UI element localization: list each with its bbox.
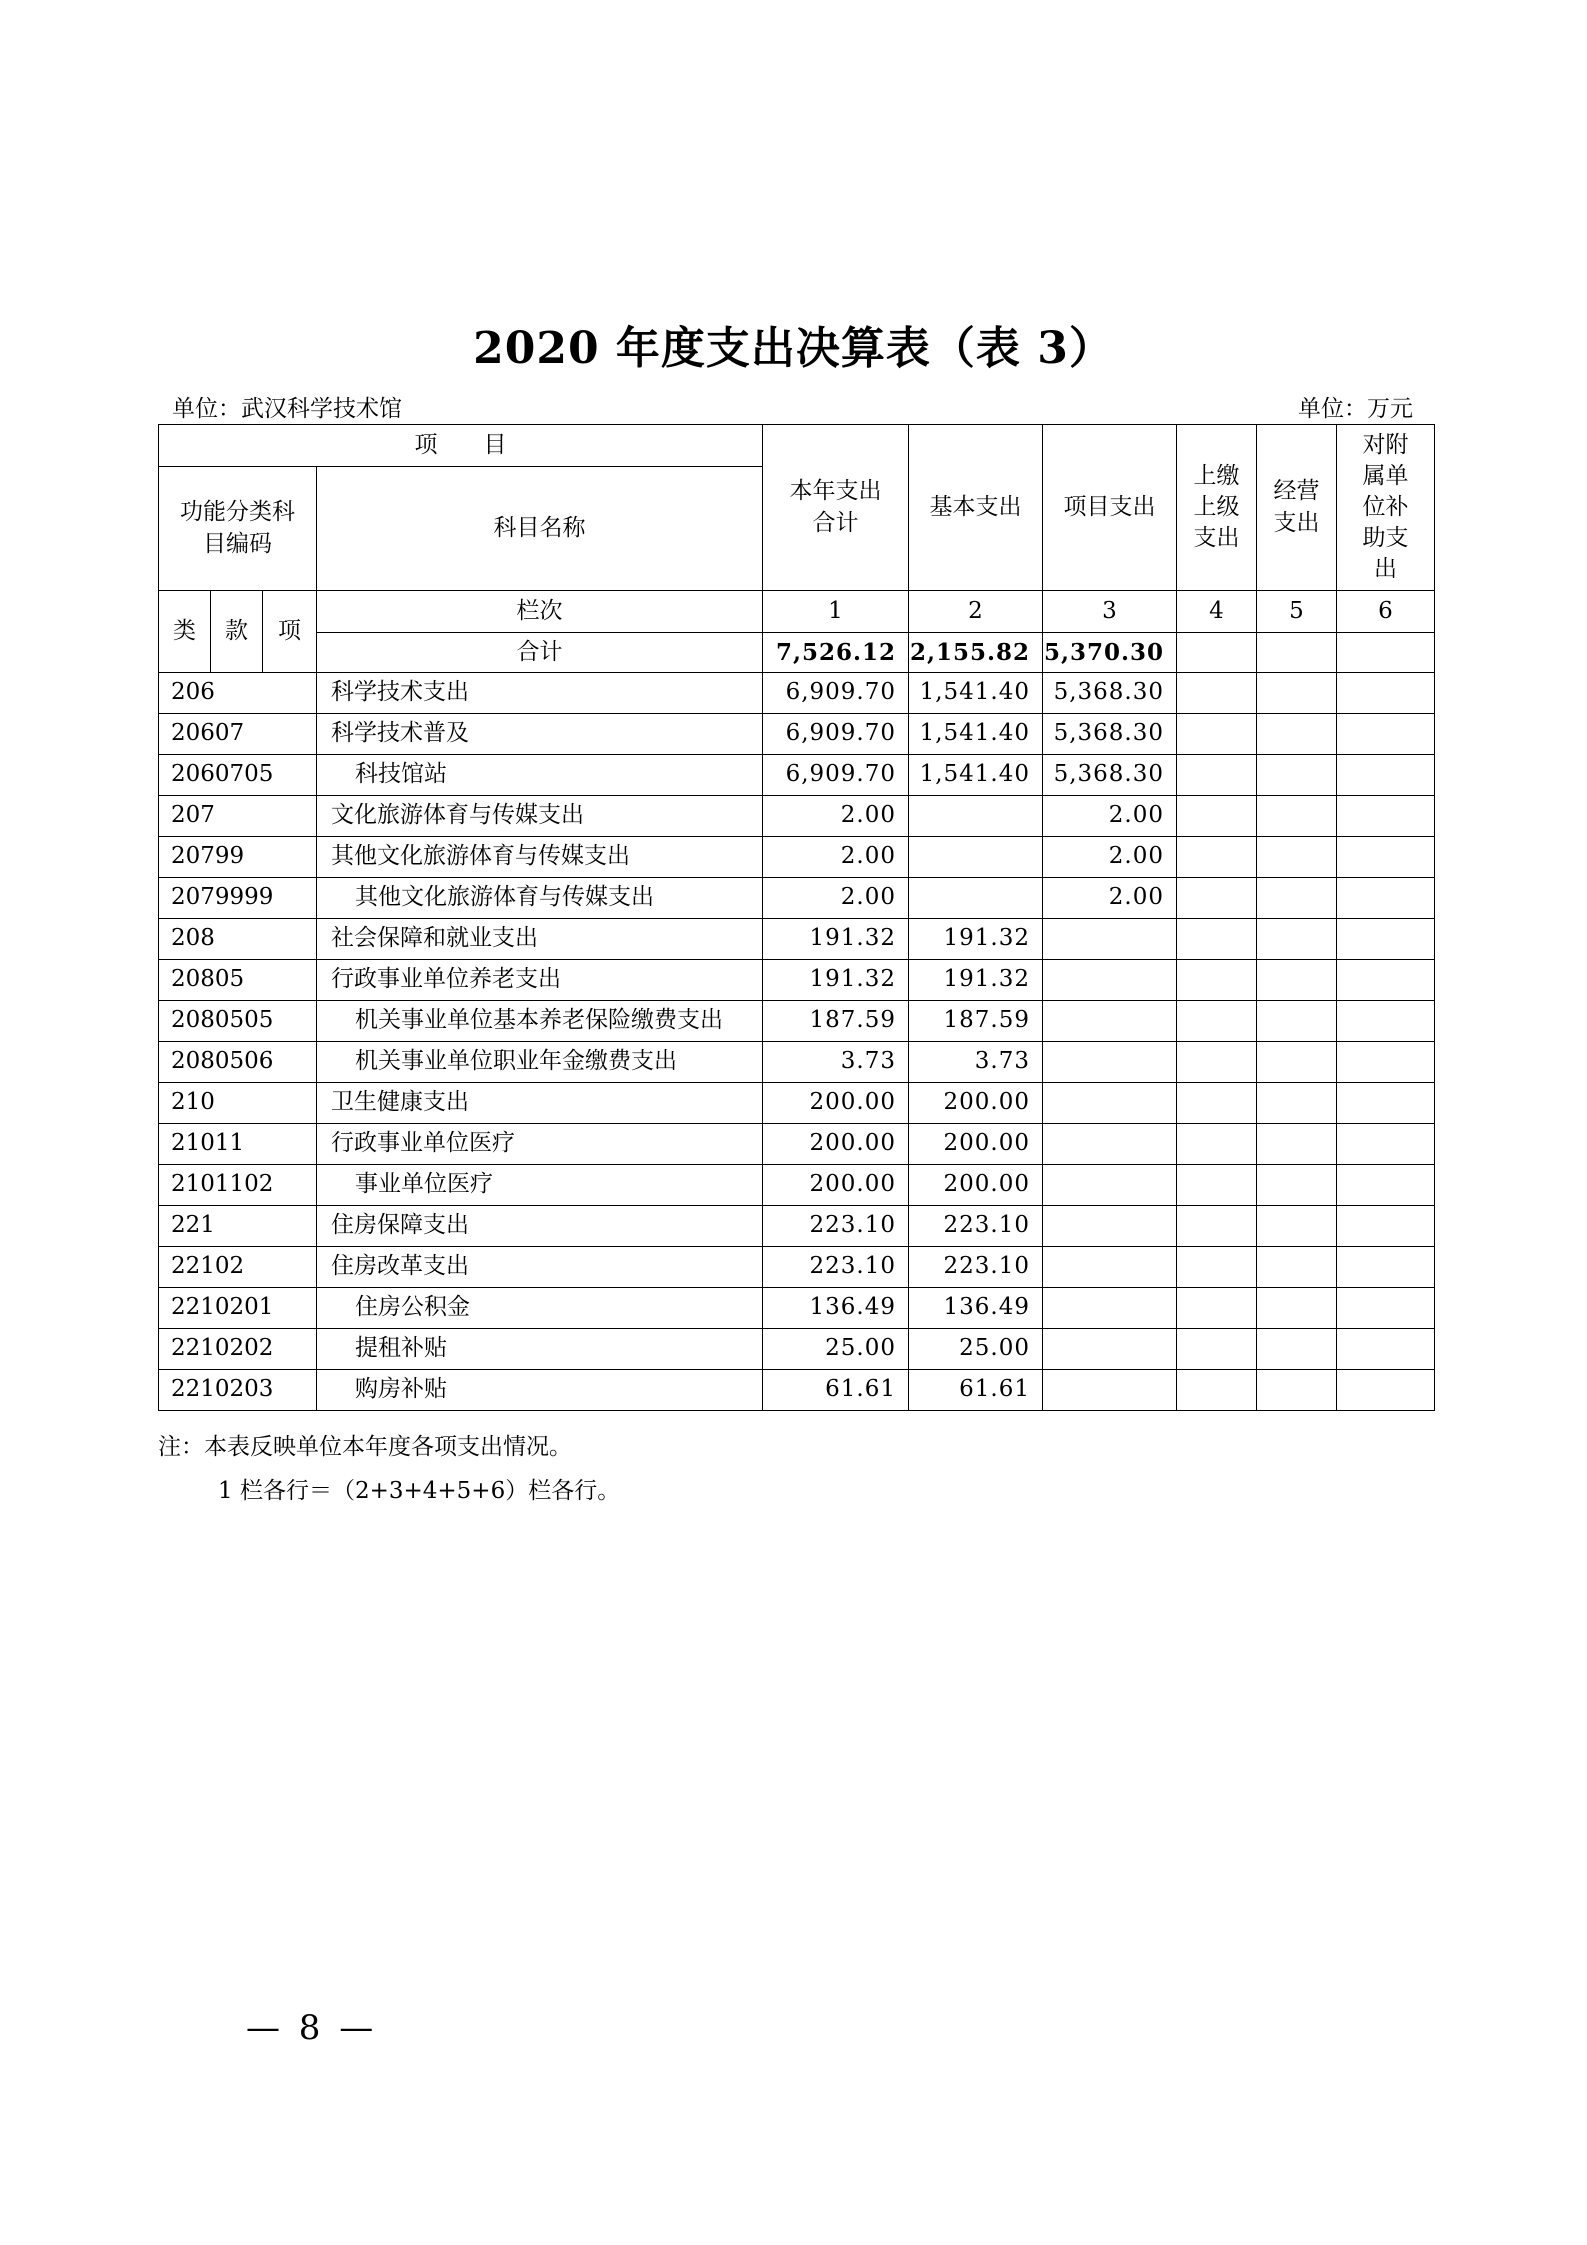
col-number-1: 1 (763, 591, 909, 633)
unit-currency: 单位：万元 (1298, 396, 1413, 422)
row-c2: 136.49 (909, 1288, 1043, 1329)
row-c3 (1043, 1288, 1177, 1329)
total-c6 (1337, 633, 1435, 673)
row-c6 (1337, 714, 1435, 755)
row-c5 (1257, 755, 1337, 796)
row-c5 (1257, 796, 1337, 837)
header-lei: 类 (159, 591, 211, 673)
expenditure-table (158, 424, 1435, 1411)
row-c4 (1177, 878, 1257, 919)
header-func-code-label: 功能分类科目编码 (180, 499, 295, 557)
header-col3: 项目支出 (1043, 425, 1177, 591)
row-name: 科学技术普及 (317, 714, 763, 755)
row-c6 (1337, 1288, 1435, 1329)
row-code: 2210203 (159, 1370, 317, 1411)
table-row (159, 1001, 1435, 1042)
table-row (159, 1124, 1435, 1165)
row-c6 (1337, 837, 1435, 878)
row-c6 (1337, 1042, 1435, 1083)
row-c5 (1257, 837, 1337, 878)
row-c2: 187.59 (909, 1001, 1043, 1042)
row-c3: 2.00 (1043, 837, 1177, 878)
row-c4 (1177, 1288, 1257, 1329)
row-c2 (909, 796, 1043, 837)
table-row (159, 1042, 1435, 1083)
row-c3: 5,368.30 (1043, 755, 1177, 796)
row-name: 购房补贴 (317, 1370, 763, 1411)
row-c4 (1177, 1001, 1257, 1042)
total-c5 (1257, 633, 1337, 673)
row-c5 (1257, 1124, 1337, 1165)
row-c5 (1257, 919, 1337, 960)
header-row-lanci (159, 591, 1435, 633)
row-name: 行政事业单位医疗 (317, 1124, 763, 1165)
row-c3: 5,368.30 (1043, 714, 1177, 755)
header-subject-name: 科目名称 (317, 467, 763, 591)
row-name: 行政事业单位养老支出 (317, 960, 763, 1001)
row-c3 (1043, 960, 1177, 1001)
header-lanci: 栏次 (317, 591, 763, 633)
row-c1: 187.59 (763, 1001, 909, 1042)
row-c6 (1337, 1329, 1435, 1370)
row-c3 (1043, 1042, 1177, 1083)
col-number-4: 4 (1177, 591, 1257, 633)
row-name: 住房保障支出 (317, 1206, 763, 1247)
row-name: 住房改革支出 (317, 1247, 763, 1288)
header-col5 (1257, 425, 1337, 591)
row-c1: 200.00 (763, 1165, 909, 1206)
page-title: 2020 年度支出决算表（表 3） (473, 323, 1114, 374)
row-c6 (1337, 1247, 1435, 1288)
table-row (159, 919, 1435, 960)
row-c4 (1177, 837, 1257, 878)
row-code: 206 (159, 673, 317, 714)
row-c6 (1337, 1001, 1435, 1042)
row-name: 科学技术支出 (317, 673, 763, 714)
row-c1: 2.00 (763, 796, 909, 837)
row-c2: 200.00 (909, 1083, 1043, 1124)
row-c5 (1257, 714, 1337, 755)
row-c6 (1337, 673, 1435, 714)
row-c2: 1,541.40 (909, 755, 1043, 796)
row-c5 (1257, 1083, 1337, 1124)
table-row (159, 1288, 1435, 1329)
row-c3 (1043, 1165, 1177, 1206)
row-c1: 200.00 (763, 1083, 909, 1124)
page-number: — 8 — (246, 2008, 378, 2048)
header-project: 项 目 (159, 425, 763, 467)
row-c3 (1043, 1247, 1177, 1288)
row-c6 (1337, 960, 1435, 1001)
table-row (159, 1370, 1435, 1411)
row-c6 (1337, 1165, 1435, 1206)
table-row (159, 1165, 1435, 1206)
row-c2: 191.32 (909, 960, 1043, 1001)
table-row (159, 714, 1435, 755)
row-c5 (1257, 673, 1337, 714)
row-c5 (1257, 1370, 1337, 1411)
row-c6 (1337, 796, 1435, 837)
row-c4 (1177, 1247, 1257, 1288)
row-c4 (1177, 1206, 1257, 1247)
col-number-6: 6 (1337, 591, 1435, 633)
row-c4 (1177, 1124, 1257, 1165)
header-col1-label: 本年支出合计 (789, 478, 882, 536)
row-c5 (1257, 1206, 1337, 1247)
row-c1: 200.00 (763, 1124, 909, 1165)
row-c5 (1257, 1042, 1337, 1083)
row-c3 (1043, 1124, 1177, 1165)
header-kuan: 款 (211, 591, 263, 673)
row-c4 (1177, 755, 1257, 796)
row-c1: 191.32 (763, 919, 909, 960)
row-c3 (1043, 1370, 1177, 1411)
total-c2: 2,155.82 (909, 633, 1043, 673)
row-c1: 2.00 (763, 837, 909, 878)
table-row (159, 755, 1435, 796)
row-c6 (1337, 1370, 1435, 1411)
row-c4 (1177, 1042, 1257, 1083)
row-name: 卫生健康支出 (317, 1083, 763, 1124)
row-c6 (1337, 878, 1435, 919)
row-c1: 3.73 (763, 1042, 909, 1083)
row-c2: 1,541.40 (909, 673, 1043, 714)
note-1: 注：本表反映单位本年度各项支出情况。 (158, 1434, 572, 1460)
header-col5-label: 经营支出 (1273, 478, 1320, 536)
row-c5 (1257, 1165, 1337, 1206)
table-row (159, 673, 1435, 714)
header-col6-label: 对附属单位补助支出 (1362, 431, 1409, 583)
table-row (159, 1083, 1435, 1124)
row-code: 2080506 (159, 1042, 317, 1083)
col-number-2: 2 (909, 591, 1043, 633)
row-c3 (1043, 1083, 1177, 1124)
row-name: 其他文化旅游体育与传媒支出 (317, 878, 763, 919)
row-c6 (1337, 919, 1435, 960)
row-c1: 6,909.70 (763, 673, 909, 714)
row-c5 (1257, 1247, 1337, 1288)
row-c4 (1177, 796, 1257, 837)
row-c2 (909, 878, 1043, 919)
row-name: 事业单位医疗 (317, 1165, 763, 1206)
total-c4 (1177, 633, 1257, 673)
row-c3: 2.00 (1043, 878, 1177, 919)
row-name: 社会保障和就业支出 (317, 919, 763, 960)
row-c1: 6,909.70 (763, 755, 909, 796)
row-c4 (1177, 1165, 1257, 1206)
row-code: 2060705 (159, 755, 317, 796)
row-name: 住房公积金 (317, 1288, 763, 1329)
row-c2: 25.00 (909, 1329, 1043, 1370)
row-c2: 223.10 (909, 1247, 1043, 1288)
header-col6 (1337, 425, 1435, 591)
row-code: 2210201 (159, 1288, 317, 1329)
row-c3 (1043, 919, 1177, 960)
row-name: 科技馆站 (317, 755, 763, 796)
header-func-code (159, 467, 317, 591)
row-c6 (1337, 1083, 1435, 1124)
header-col4-label: 上缴上级支出 (1193, 462, 1240, 552)
row-c4 (1177, 919, 1257, 960)
header-col1 (763, 425, 909, 591)
table-row (159, 1206, 1435, 1247)
row-c3 (1043, 1329, 1177, 1370)
row-c2: 191.32 (909, 919, 1043, 960)
row-c1: 6,909.70 (763, 714, 909, 755)
row-code: 20805 (159, 960, 317, 1001)
row-c2: 200.00 (909, 1165, 1043, 1206)
row-code: 20799 (159, 837, 317, 878)
total-row (159, 633, 1435, 673)
row-c2: 200.00 (909, 1124, 1043, 1165)
row-c2: 61.61 (909, 1370, 1043, 1411)
table-row (159, 960, 1435, 1001)
row-c3 (1043, 1001, 1177, 1042)
row-c4 (1177, 960, 1257, 1001)
note-2: 1 栏各行＝（2+3+4+5+6）栏各行。 (218, 1478, 621, 1504)
row-code: 20607 (159, 714, 317, 755)
table-row (159, 1329, 1435, 1370)
table-row (159, 1247, 1435, 1288)
row-code: 210 (159, 1083, 317, 1124)
total-c1: 7,526.12 (763, 633, 909, 673)
row-name: 文化旅游体育与传媒支出 (317, 796, 763, 837)
row-c5 (1257, 960, 1337, 1001)
row-code: 2080505 (159, 1001, 317, 1042)
header-col4 (1177, 425, 1257, 591)
table-row (159, 878, 1435, 919)
table-row (159, 796, 1435, 837)
header-col2: 基本支出 (909, 425, 1043, 591)
row-c1: 223.10 (763, 1247, 909, 1288)
row-c1: 191.32 (763, 960, 909, 1001)
row-c4 (1177, 1370, 1257, 1411)
row-c1: 136.49 (763, 1288, 909, 1329)
total-c3: 5,370.30 (1043, 633, 1177, 673)
row-c1: 61.61 (763, 1370, 909, 1411)
col-number-5: 5 (1257, 591, 1337, 633)
row-c2 (909, 837, 1043, 878)
row-name: 提租补贴 (317, 1329, 763, 1370)
row-code: 2210202 (159, 1329, 317, 1370)
row-c2: 1,541.40 (909, 714, 1043, 755)
row-c5 (1257, 878, 1337, 919)
data-rows (159, 673, 1435, 1411)
row-c3 (1043, 1206, 1177, 1247)
row-code: 2079999 (159, 878, 317, 919)
row-c5 (1257, 1001, 1337, 1042)
row-code: 221 (159, 1206, 317, 1247)
row-c3: 5,368.30 (1043, 673, 1177, 714)
row-c4 (1177, 1083, 1257, 1124)
col-number-3: 3 (1043, 591, 1177, 633)
row-c4 (1177, 1329, 1257, 1370)
row-code: 22102 (159, 1247, 317, 1288)
header-xiang: 项 (263, 591, 317, 673)
row-c1: 2.00 (763, 878, 909, 919)
unit-name: 单位：武汉科学技术馆 (172, 396, 402, 422)
row-c6 (1337, 755, 1435, 796)
row-c4 (1177, 714, 1257, 755)
row-code: 2101102 (159, 1165, 317, 1206)
row-name: 机关事业单位基本养老保险缴费支出 (317, 1001, 763, 1042)
row-c2: 3.73 (909, 1042, 1043, 1083)
row-code: 207 (159, 796, 317, 837)
row-c6 (1337, 1124, 1435, 1165)
row-name: 其他文化旅游体育与传媒支出 (317, 837, 763, 878)
row-code: 21011 (159, 1124, 317, 1165)
header-row-project (159, 425, 1435, 467)
row-c1: 223.10 (763, 1206, 909, 1247)
row-name: 机关事业单位职业年金缴费支出 (317, 1042, 763, 1083)
row-c2: 223.10 (909, 1206, 1043, 1247)
row-c1: 25.00 (763, 1329, 909, 1370)
row-c3: 2.00 (1043, 796, 1177, 837)
row-code: 208 (159, 919, 317, 960)
total-label: 合计 (317, 633, 763, 673)
row-c6 (1337, 1206, 1435, 1247)
row-c5 (1257, 1329, 1337, 1370)
table-row (159, 837, 1435, 878)
row-c4 (1177, 673, 1257, 714)
row-c5 (1257, 1288, 1337, 1329)
